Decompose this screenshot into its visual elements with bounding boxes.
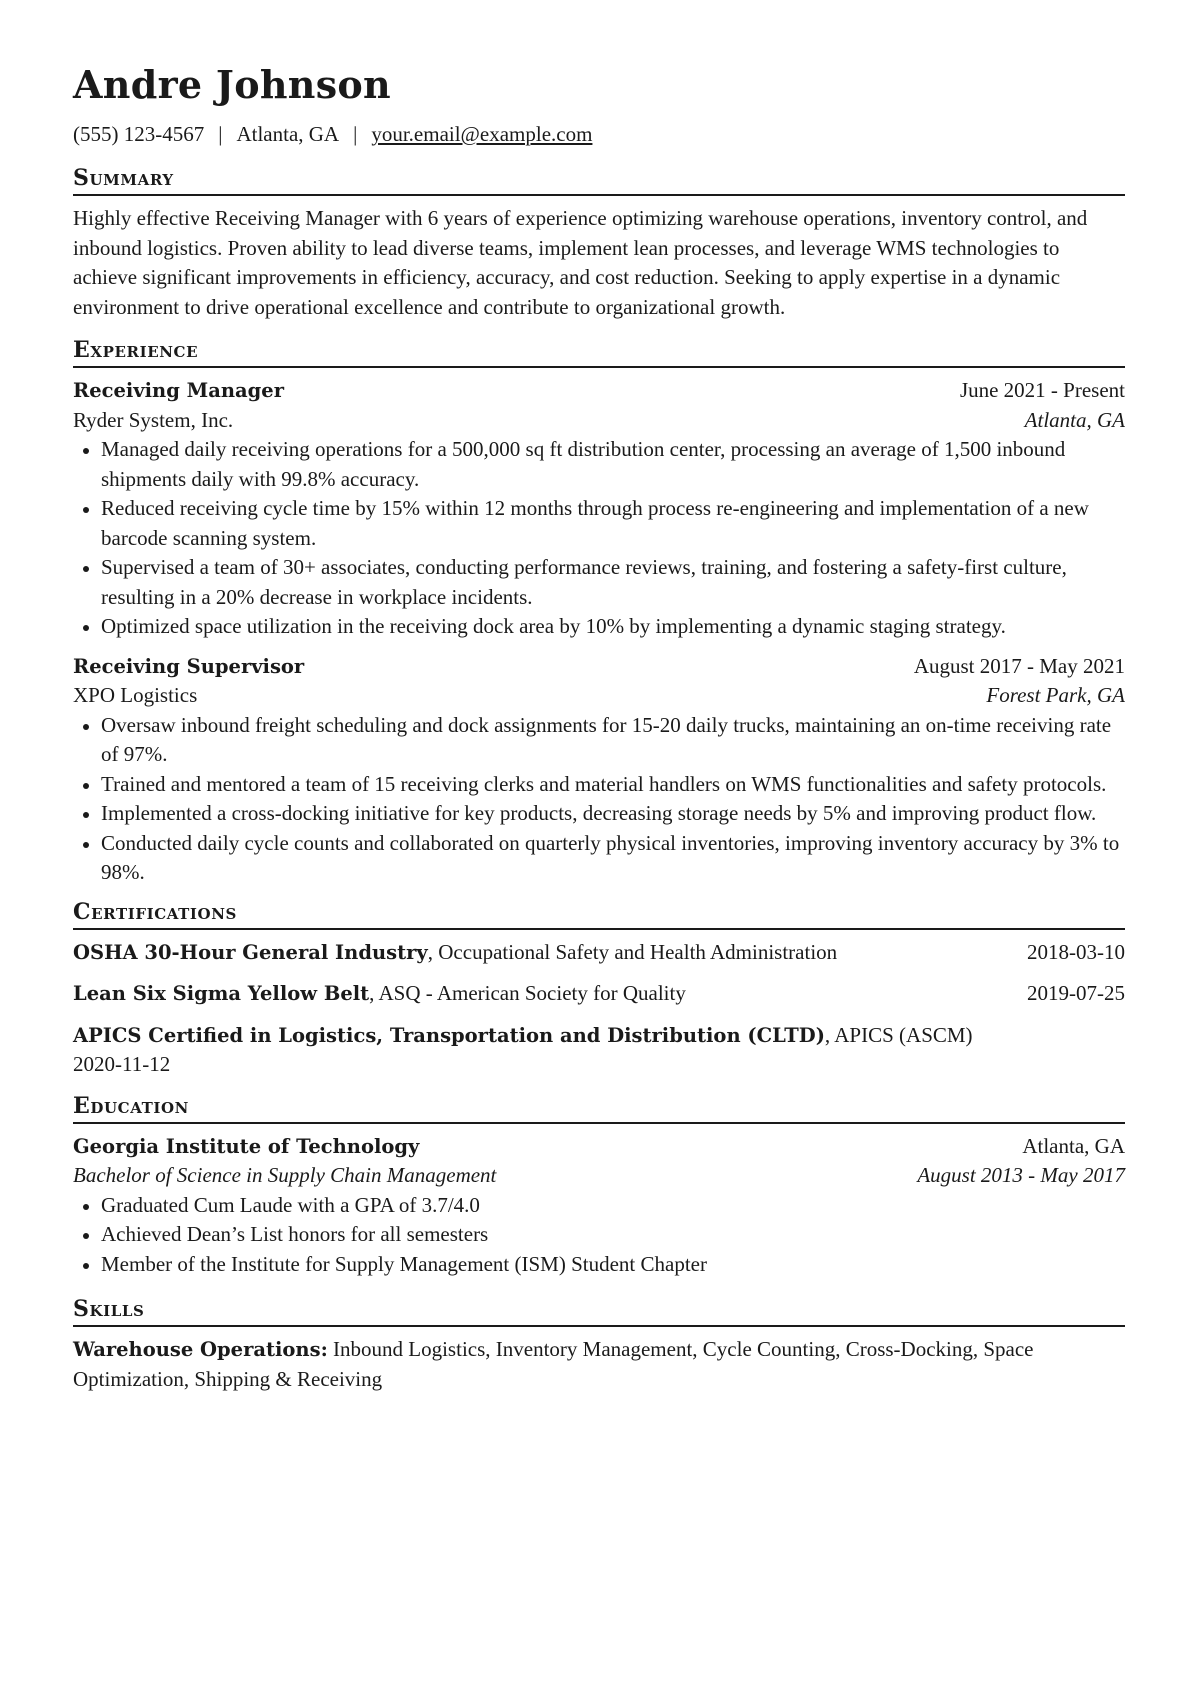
job-entry xyxy=(73,376,1125,642)
cert-name: Lean Six Sigma Yellow Belt xyxy=(73,982,370,1005)
education-bullets xyxy=(73,1191,1125,1280)
job-location: Atlanta, GA xyxy=(1024,407,1125,432)
phone-number: (555) 123-4567 xyxy=(73,122,205,146)
list-item: Conducted daily cycle counts and collaborated on quarterly physical inventories, improving inventory accuracy by 3% to 98%. xyxy=(73,829,1125,888)
job-location: Forest Park, GA xyxy=(986,683,1125,707)
list-item: Graduated Cum Laude with a GPA of 3.7/4.0 xyxy=(73,1191,1125,1221)
job-role: Receiving Manager xyxy=(73,379,284,402)
cert-issuer: , APICS (ASCM) xyxy=(824,1022,973,1047)
education-dates: August 2013 - May 2017 xyxy=(917,1163,1125,1187)
skills-list: Inbound Logistics, Inventory Management, Cycle Counting, Cross-Docking, Space Optimization, Shipping & Receiving xyxy=(73,1337,1034,1391)
list-item: Member of the Institute for Supply Management (ISM) Student Chapter xyxy=(73,1250,1125,1280)
education-section xyxy=(73,1092,1125,1280)
cert-date: 2019-07-25 xyxy=(1027,981,1125,1005)
degree: Bachelor of Science in Supply Chain Management xyxy=(73,1163,497,1187)
email-link[interactable]: your.email@example.com xyxy=(371,122,593,146)
school-name: Georgia Institute of Technology xyxy=(73,1134,420,1158)
contact-separator: | xyxy=(353,122,358,146)
certifications-section xyxy=(73,898,1125,1080)
skills-line xyxy=(73,1335,1125,1394)
section-title-education: Education xyxy=(73,1092,1125,1124)
certification-entry xyxy=(73,938,1125,968)
job-dates: June 2021 - Present xyxy=(959,378,1125,402)
location: Atlanta, GA xyxy=(236,122,340,146)
skills-category: Warehouse Operations: xyxy=(73,1338,328,1361)
skills-section xyxy=(73,1295,1125,1394)
job-company: XPO Logistics xyxy=(73,683,198,707)
contact-separator: | xyxy=(218,122,223,146)
cert-date: 2018-03-10 xyxy=(1027,939,1125,964)
job-bullets xyxy=(73,711,1125,888)
cert-issuer: , Occupational Safety and Health Administration xyxy=(427,939,838,964)
summary-section xyxy=(73,164,1125,322)
section-title-certifications: Certifications xyxy=(73,898,1125,930)
list-item: Supervised a team of 30+ associates, conducting performance reviews, training, and fostering a safety-first culture, resulting in a 20% decrease in workplace incidents. xyxy=(73,553,1125,612)
experience-section xyxy=(73,336,1125,888)
cert-name: OSHA 30-Hour General Industry xyxy=(73,940,428,964)
job-entry xyxy=(73,652,1125,888)
section-title-summary: Summary xyxy=(73,164,1125,196)
summary-text: Highly effective Receiving Manager with 6 years of experience optimizing warehouse operations, inventory control, and inbound logistics. Proven ability to lead diverse teams, implement lean processes, and leverage WMS technologies to achieve significant improvements in efficiency, accuracy, and cost reduction. Seeking to apply expertise in a dynamic environment to drive operational excellence and contribute to organizational growth. xyxy=(73,206,1088,319)
resume-page xyxy=(73,62,1125,1394)
candidate-name: Andre Johnson xyxy=(73,62,391,107)
contact-line xyxy=(73,120,1125,148)
certification-entry xyxy=(73,1021,1125,1080)
list-item: Achieved Dean’s List honors for all semesters xyxy=(73,1220,1125,1250)
cert-date: 2020-11-12 xyxy=(73,1052,171,1076)
list-item: Trained and mentored a team of 15 receiving clerks and material handlers on WMS functionalities and safety protocols. xyxy=(73,770,1125,800)
job-company: Ryder System, Inc. xyxy=(73,407,234,432)
school-location: Atlanta, GA xyxy=(1022,1133,1125,1158)
list-item: Implemented a cross-docking initiative for key products, decreasing storage needs by 5% and improving product flow. xyxy=(73,799,1125,829)
list-item: Managed daily receiving operations for a 500,000 sq ft distribution center, processing an average of 1,500 inbound shipments daily with 99.8% accuracy. xyxy=(73,435,1125,494)
section-title-skills: Skills xyxy=(73,1295,1125,1327)
job-bullets xyxy=(73,435,1125,642)
list-item: Oversaw inbound freight scheduling and dock assignments for 15-20 daily trucks, maintaining an on-time receiving rate of 97%. xyxy=(73,711,1125,770)
list-item: Reduced receiving cycle time by 15% within 12 months through process re-engineering and implementation of a new barcode scanning system. xyxy=(73,494,1125,553)
cert-issuer: , ASQ - American Society for Quality xyxy=(369,981,686,1005)
cert-name: APICS Certified in Logistics, Transportation and Distribution (CLTD) xyxy=(73,1023,825,1047)
job-role: Receiving Supervisor xyxy=(73,654,305,678)
list-item: Optimized space utilization in the receiving dock area by 10% by implementing a dynamic staging strategy. xyxy=(73,612,1125,642)
section-title-experience: Experience xyxy=(73,336,1125,368)
certification-entry xyxy=(73,979,1125,1009)
job-dates: August 2017 - May 2021 xyxy=(913,653,1125,678)
